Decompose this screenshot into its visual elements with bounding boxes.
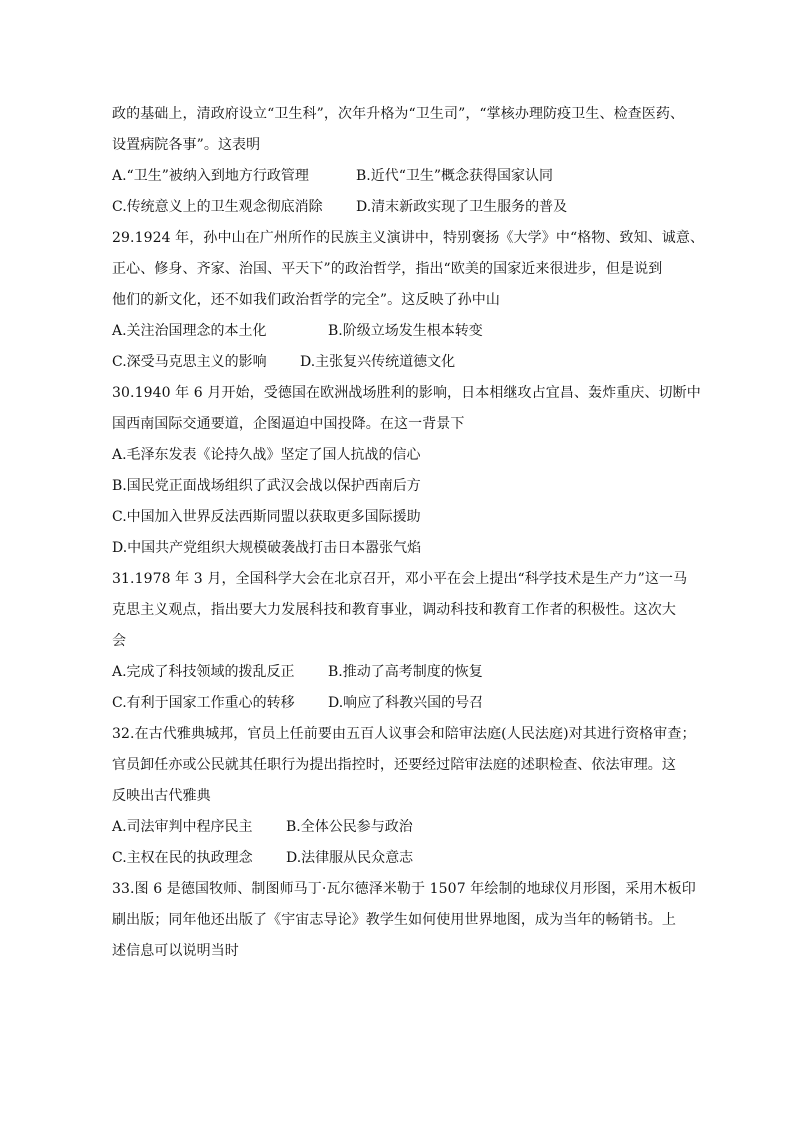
q30-stem-line-2: 国西南国际交通要道，企图逼迫中国投降。在这一背景下 [112,416,465,432]
q29-stem-line-2: 正心、修身、齐家、治国、平天下”的政治哲学，指出“欧美的国家近来很进步，但是说到 [112,261,663,277]
q33-stem-line-2: 刷出版；同年他还出版了《宇宙志导论》教学生如何使用世界地图，成为当年的畅销书。上 [112,912,676,928]
q32-option-c: C.主权在民的执政理念 [112,850,253,866]
q30-option-c: C.中国加入世界反法西斯同盟以获取更多国际援助 [112,509,421,525]
q32-option-a: A.司法审判中程序民主 [112,819,253,835]
q28-stem-line-2: 设置病院各事”。这表明 [112,137,261,153]
q28-option-b: B.近代“卫生”概念获得国家认同 [356,168,554,184]
q28-option-a: A.“卫生”被纳入到地方行政管理 [112,168,309,184]
q28-stem-line-1: 政的基础上，清政府设立“卫生科”，次年升格为“卫生司”，“掌核办理防疫卫生、检查医药、 [112,106,685,122]
q28-option-d: D.清末新政实现了卫生服务的普及 [356,199,568,215]
q32-option-b: B.全体公民参与政治 [286,819,413,835]
q30-option-b: B.国民党正面战场组织了武汉会战以保护西南后方 [112,478,421,494]
q29-stem-line-1: 29.1924 年，孙中山在广州所作的民族主义演讲中，特别褒扬《大学》中“格物、致知、诚意、 [112,230,705,246]
q29-option-a: A.关注治国理念的本土化 [112,323,267,339]
q31-option-d: D.响应了科教兴国的号召 [328,695,484,711]
q30-option-d: D.中国共产党组织大规模破袭战打击日本嚣张气焰 [112,540,422,556]
q29-option-d: D.主张复兴传统道德文化 [300,354,456,370]
q32-stem-line-2: 官员卸任亦或公民就其任职行为提出指控时，还要经过陪审法庭的述职检查、依法审理。这 [112,757,676,773]
q33-stem-line-1: 33.图 6 是德国牧师、制图师马丁·瓦尔德泽米勒于 1507 年绘制的地球仪月形图，采用木板印 [112,881,696,897]
q31-stem-line-1: 31.1978 年 3 月，全国科学大会在北京召开，邓小平在会上提出“科学技术是生产力”这一马 [112,571,688,587]
q29-stem-line-3: 他们的新文化，还不如我们政治哲学的完全”。这反映了孙中山 [112,292,500,308]
q32-option-d: D.法律服从民众意志 [286,850,414,866]
q32-stem-line-3: 反映出古代雅典 [112,788,211,804]
q31-option-b: B.推动了高考制度的恢复 [328,664,483,680]
q28-option-c: C.传统意义上的卫生观念彻底消除 [112,199,323,215]
q31-stem-line-2: 克思主义观点，指出要大力发展科技和教育事业，调动科技和教育工作者的积极性。这次大 [112,602,676,618]
q32-stem-line-1: 32.在古代雅典城邦，官员上任前要由五百人议事会和陪审法庭(人民法庭)对其进行资格审查； [112,726,696,742]
q31-option-c: C.有利于国家工作重心的转移 [112,695,295,711]
q29-option-b: B.阶级立场发生根本转变 [328,323,483,339]
q33-stem-line-3: 述信息可以说明当时 [112,943,239,959]
q30-stem-line-1: 30.1940 年 6 月开始，受德国在欧洲战场胜利的影响，日本相继攻占宜昌、轰炸重庆、切断中 [112,385,701,401]
q30-option-a: A.毛泽东发表《论持久战》坚定了国人抗战的信心 [112,447,421,463]
q31-stem-line-3: 会 [112,633,127,649]
q31-option-a: A.完成了科技领域的拨乱反正 [112,664,295,680]
q29-option-c: C.深受马克思主义的影响 [112,354,267,370]
